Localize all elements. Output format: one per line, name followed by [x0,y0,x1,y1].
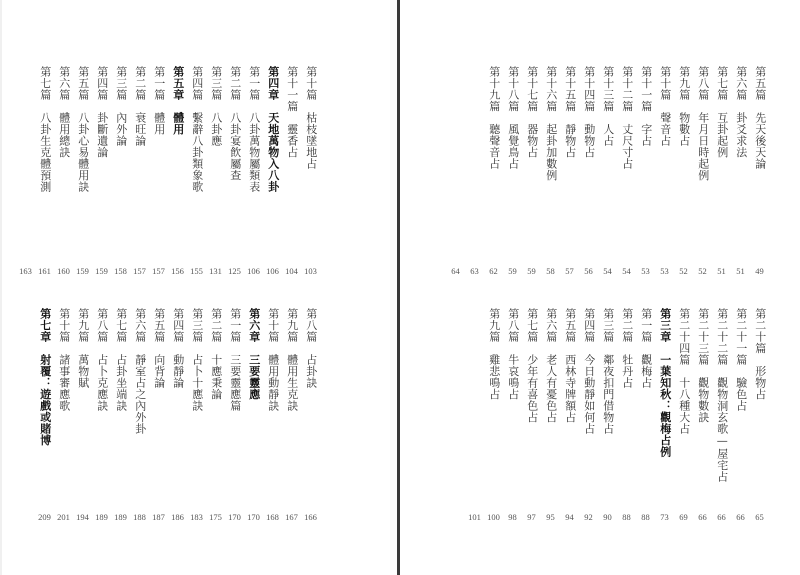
toc-page-number: 54 [622,266,631,276]
toc-page-number: 194 [76,512,89,522]
toc-entry[interactable] [503,66,522,276]
toc-page-number: 157 [133,266,146,276]
toc-page-number: 106 [247,266,260,276]
toc-entry-title: 第六篇 卦爻求法 [734,66,748,158]
toc-page-number: 103 [304,266,317,276]
toc-page-number: 131 [209,266,222,276]
toc-page-number: 166 [304,512,317,522]
toc-page-number: 160 [57,266,70,276]
toc-page-number: 94 [565,512,574,522]
toc-page-number: 167 [285,512,298,522]
toc-entry[interactable] [149,308,168,522]
toc-entry[interactable] [168,308,187,522]
toc-entry-title: 第九篇 萬物賦 [76,308,90,389]
toc-entry[interactable] [484,66,503,276]
toc-page-number: 95 [546,512,555,522]
toc-entry[interactable] [16,66,35,276]
toc-page-number: 209 [38,512,51,522]
toc-entry[interactable] [655,66,674,276]
toc-entry-title: 第九篇 體用生克訣 [285,308,299,412]
toc-entry-title: 第四篇 今日動靜如何占 [582,308,596,435]
toc-entry[interactable] [693,66,712,276]
toc-entry-title: 第十五篇 靜物占 [563,66,577,158]
toc-entry-title: 第五篇 先天後天論 [753,66,767,170]
toc-page-number: 63 [470,266,479,276]
toc-entry-title: 第十七篇 器物占 [525,66,539,158]
toc-page-number: 168 [266,512,279,522]
toc-entry[interactable] [674,66,693,276]
toc-entry-title: 第二篇 牡丹占 [620,308,634,389]
toc-entry[interactable] [225,66,244,276]
toc-page-number: 53 [641,266,650,276]
toc-entry-title: 第二篇 十應秉論 [209,308,223,400]
toc-entry-title: 第六篇 體用總訣 [57,66,71,158]
toc-entry[interactable] [617,66,636,276]
toc-entry[interactable] [54,66,73,276]
toc-page-number: 189 [114,512,127,522]
toc-entry[interactable] [465,66,484,276]
toc-page-number: 65 [755,512,764,522]
toc-entry-title: 第四章 天地萬物入八卦 [266,66,280,193]
toc-page-number: 163 [19,266,32,276]
toc-page-number: 88 [622,512,631,522]
toc-page-number: 69 [679,512,688,522]
toc-entry[interactable] [579,308,598,522]
toc-entry[interactable] [282,308,301,522]
toc-entry[interactable] [35,66,54,276]
toc-entry-title: 第四篇 卦斷遺論 [95,66,109,158]
toc-entry-title: 第十九篇 聽聲音占 [487,66,501,170]
toc-entry-title: 第九篇 雞悲鳴占 [487,308,501,400]
toc-entry-title: 第一篇 觀梅占 [639,308,653,389]
toc-page-number: 161 [38,266,51,276]
toc-page-number: 201 [57,512,70,522]
toc-entry-title: 第十篇 諸事審應歌 [57,308,71,412]
toc-page-number: 158 [114,266,127,276]
toc-page-number: 100 [487,512,500,522]
toc-page-number: 66 [736,512,745,522]
left-top-toc [16,66,320,276]
toc-entry[interactable] [111,66,130,276]
toc-page-number: 170 [228,512,241,522]
toc-entry-title: 第七篇 八卦生克體預測 [38,66,52,193]
toc-entry[interactable] [244,66,263,276]
toc-entry[interactable] [750,66,769,276]
toc-page-number: 92 [584,512,593,522]
toc-entry-title: 第九篇 物數占 [677,66,691,147]
left-bottom-toc [35,308,320,522]
toc-page-number: 64 [451,266,460,276]
toc-entry[interactable] [73,66,92,276]
toc-page-number: 53 [660,266,669,276]
toc-page-number: 106 [266,266,279,276]
toc-page-number: 101 [468,512,481,522]
right-page [400,0,800,575]
toc-entry[interactable] [263,66,282,276]
toc-entry-title: 第一篇 八卦萬物屬類表 [247,66,261,193]
toc-page-number: 186 [171,512,184,522]
toc-entry[interactable] [206,66,225,276]
toc-entry[interactable] [301,308,320,522]
toc-entry-title: 第六篇 靜室占之內外卦 [133,308,147,435]
toc-entry-title: 第五篇 向背論 [152,308,166,389]
toc-page-number: 73 [660,512,669,522]
toc-entry-title: 第八篇 牛哀鳴占 [506,308,520,400]
toc-entry-title: 第七篇 占卦坐端訣 [114,308,128,412]
toc-entry-title: 第五篇 八卦心易體用訣 [76,66,90,193]
right-bottom-toc [465,308,769,522]
toc-page-number: 66 [717,512,726,522]
toc-page-number: 125 [228,266,241,276]
toc-page-number: 159 [76,266,89,276]
toc-entry-title: 第二十一篇 驗色占 [734,308,748,412]
toc-entry-title: 第十三篇 人占 [601,66,615,147]
toc-page-number: 175 [209,512,222,522]
toc-page-number: 90 [603,512,612,522]
toc-page-number: 189 [95,512,108,522]
toc-entry-title: 第七章 射覆：遊戲或賭博 [38,308,52,446]
toc-page-number: 54 [603,266,612,276]
toc-entry[interactable] [73,308,92,522]
toc-entry-title: 第二十篇 形物占 [753,308,767,400]
toc-entry[interactable] [522,308,541,522]
toc-entry[interactable] [731,308,750,522]
toc-entry[interactable] [636,308,655,522]
toc-entry-title: 第二十二篇 觀物洞玄歌—屋宅占 [715,308,729,483]
toc-page-number: 97 [527,512,536,522]
toc-entry[interactable] [465,308,484,522]
toc-entry-title: 第六章 三要靈應 [247,308,261,400]
toc-entry[interactable] [712,66,731,276]
toc-page-number: 66 [698,512,707,522]
toc-entry[interactable] [111,308,130,522]
toc-page-number: 88 [641,512,650,522]
toc-entry[interactable] [541,308,560,522]
toc-entry-title: 第五章 體用 [171,66,185,135]
toc-page-number: 156 [171,266,184,276]
toc-entry-title: 第三篇 八卦應 [209,66,223,147]
toc-entry[interactable] [206,308,225,522]
toc-entry-title: 第三章 一葉知秋：觀梅占例 [658,308,672,458]
toc-entry[interactable] [282,66,301,276]
toc-entry-title: 第三篇 占卜十應訣 [190,308,204,412]
toc-page-number: 183 [190,512,203,522]
toc-entry-title: 第十篇 體用動靜訣 [266,308,280,412]
toc-entry[interactable] [187,66,206,276]
toc-entry[interactable] [693,308,712,522]
toc-entry[interactable] [130,308,149,522]
toc-entry-title: 第四篇 動靜論 [171,308,185,389]
toc-page-number: 104 [285,266,298,276]
toc-page-number: 51 [736,266,745,276]
toc-entry-title: 第十篇 聲音占 [658,66,672,147]
toc-page-number: 188 [133,512,146,522]
toc-entry-title: 第六篇 老人有憂色占 [544,308,558,423]
toc-page-number: 170 [247,512,260,522]
toc-entry[interactable] [636,66,655,276]
toc-entry[interactable] [168,66,187,276]
toc-entry-title: 第十一篇 字占 [639,66,653,147]
toc-entry[interactable] [301,66,320,276]
toc-entry-title: 第十四篇 動物占 [582,66,596,158]
toc-page-number: 187 [152,512,165,522]
toc-entry[interactable] [225,308,244,522]
toc-entry[interactable] [541,66,560,276]
toc-entry[interactable] [244,308,263,522]
toc-entry[interactable] [263,308,282,522]
toc-entry-title: 第二篇 八卦宴飲屬查 [228,66,242,181]
toc-entry-title: 第二十三篇 觀物數訣 [696,308,710,423]
toc-entry[interactable] [130,66,149,276]
toc-entry[interactable] [579,66,598,276]
toc-entry-title: 第十一篇 靈香占 [285,66,299,158]
toc-entry-title: 第一篇 三要靈應篇 [228,308,242,412]
toc-page-number: 57 [565,266,574,276]
left-page [0,0,397,575]
toc-entry[interactable] [598,308,617,522]
toc-entry[interactable] [712,308,731,522]
toc-entry-title: 第七篇 少年有喜色占 [525,308,539,423]
toc-entry[interactable] [731,66,750,276]
toc-entry-title: 第三篇 鄰夜扣門借物占 [601,308,615,435]
toc-entry-title: 第四篇 繫辭八卦類象歌 [190,66,204,193]
toc-entry-title: 第十八篇 風覺鳥占 [506,66,520,170]
toc-entry[interactable] [92,66,111,276]
toc-page-number: 59 [508,266,517,276]
toc-page-number: 52 [698,266,707,276]
toc-entry[interactable] [35,308,54,522]
toc-entry-title: 第一篇 體用 [152,66,166,135]
toc-entry[interactable] [655,308,674,522]
toc-entry[interactable] [484,308,503,522]
toc-entry[interactable] [674,308,693,522]
toc-page-number: 58 [546,266,555,276]
toc-page-number: 98 [508,512,517,522]
toc-entry-title: 第五篇 西林寺牌額占 [563,308,577,423]
toc-page-number: 59 [527,266,536,276]
toc-entry[interactable] [446,66,465,276]
toc-page-number: 49 [755,266,764,276]
toc-page-number: 159 [95,266,108,276]
toc-entry[interactable] [598,66,617,276]
toc-entry[interactable] [560,308,579,522]
toc-entry-title: 第十六篇 起卦加數例 [544,66,558,181]
toc-entry-title: 第八篇 年月日時起例 [696,66,710,181]
toc-entry[interactable] [750,308,769,522]
toc-entry[interactable] [503,308,522,522]
toc-entry[interactable] [617,308,636,522]
toc-page-number: 52 [679,266,688,276]
toc-page-number: 155 [190,266,203,276]
toc-entry-title: 第三篇 內外論 [114,66,128,147]
toc-entry-title: 第十篇 枯枝墜地占 [304,66,318,170]
toc-entry-title: 第八篇 占卜克應訣 [95,308,109,412]
right-top-toc [446,66,769,276]
toc-entry[interactable] [92,308,111,522]
toc-entry[interactable] [54,308,73,522]
toc-entry-title: 第十二篇 丈尺寸占 [620,66,634,170]
toc-page-number: 62 [489,266,498,276]
toc-page-number: 51 [717,266,726,276]
toc-entry-title: 第二篇 衰旺論 [133,66,147,147]
toc-entry[interactable] [560,66,579,276]
toc-entry-title: 第二十四篇 十八種大占 [677,308,691,435]
toc-page-number: 56 [584,266,593,276]
toc-entry[interactable] [149,66,168,276]
toc-entry[interactable] [522,66,541,276]
toc-page-number: 157 [152,266,165,276]
toc-entry[interactable] [187,308,206,522]
toc-entry-title: 第八篇 占卦訣 [304,308,318,389]
toc-entry-title: 第七篇 互卦起例 [715,66,729,158]
